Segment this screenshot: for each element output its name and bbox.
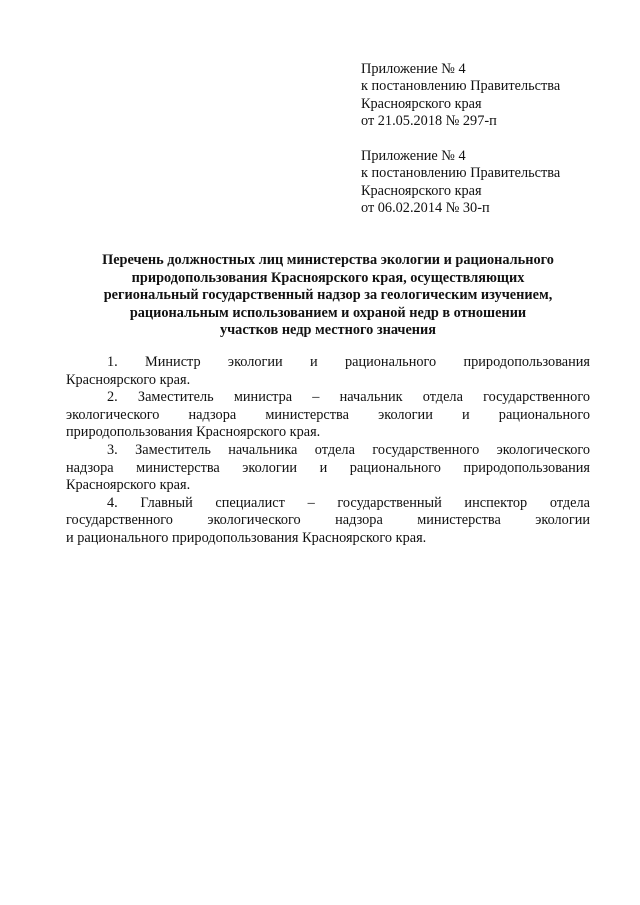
heading-line: природопользования Красноярского края, осуществляющих (131, 269, 525, 286)
appendix-original-block (361, 148, 611, 217)
heading-line: участков недр местного значения (219, 322, 437, 339)
appendix-original-line-3: от 06.02.2014 № 30-п (361, 199, 490, 216)
appendix-original-line-1: к постановлению Правительства (361, 165, 561, 182)
list-item (66, 389, 590, 442)
appendix-original-title: Приложение № 4 (361, 148, 466, 164)
list-item-line: 2. Заместитель министра – начальник отдела государственного (107, 389, 590, 406)
appendix-current-title: Приложение № 4 (361, 61, 466, 77)
list-item (66, 354, 590, 389)
list-item-line: природопользования Красноярского края. (66, 424, 321, 441)
list-item-line: 4. Главный специалист – государственный инспектор отдела (107, 494, 590, 511)
list-item-line: и рационального природопользования Красноярского края. (66, 529, 427, 546)
list-item-line: государственного экологического надзора министерства экологии (66, 512, 590, 529)
list-item-line: 1. Министр экологии и рационального природопользования (107, 354, 590, 370)
heading-line: рациональным использованием и охраной недр в отношении (129, 304, 527, 321)
heading-line: региональный государственный надзор за геологическим изучением, (103, 287, 553, 304)
list-item (66, 495, 590, 548)
list-item-line: экологического надзора министерства экологии и рационального (66, 406, 590, 423)
officials-list (66, 354, 590, 548)
appendix-current-line-1: к постановлению Правительства (361, 78, 561, 95)
document-heading (66, 252, 590, 340)
appendix-current-line-2: Красноярского края (361, 95, 482, 112)
appendix-current-line-3: от 21.05.2018 № 297-п (361, 112, 497, 129)
list-item-line: 3. Заместитель начальника отдела государственного экологического (107, 441, 590, 458)
heading-line: Перечень должностных лиц министерства экологии и рационального (102, 252, 554, 268)
list-item (66, 442, 590, 495)
appendix-current-block (361, 61, 611, 130)
list-item-line: Красноярского края. (66, 477, 191, 494)
list-item-line: надзора министерства экологии и рационального природопользования (66, 459, 590, 476)
list-item-line: Красноярского края. (66, 371, 191, 388)
appendix-original-line-2: Красноярского края (361, 182, 482, 199)
